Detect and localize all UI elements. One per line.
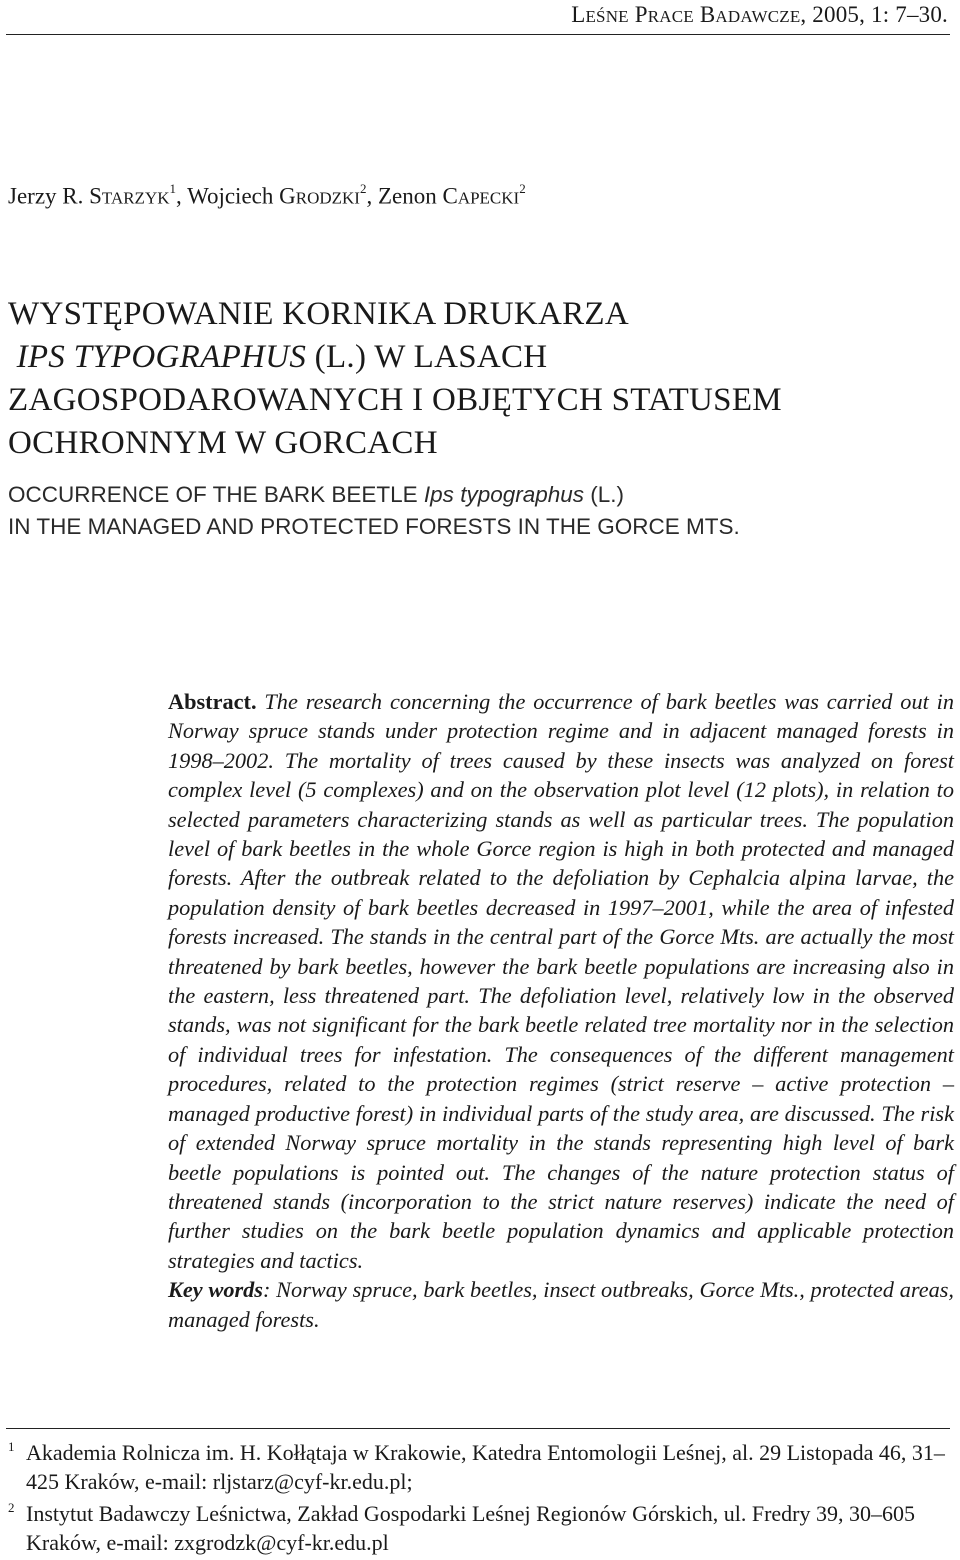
footnote-divider <box>6 1428 950 1429</box>
title-pl-line-2-rest: (L.) W LASACH <box>306 339 548 375</box>
keywords <box>168 1275 954 1334</box>
footnote-1 <box>8 1438 952 1496</box>
abstract-body <box>168 687 954 1275</box>
journal-citation <box>571 2 948 28</box>
species-name: IPS TYPOGRAPHUS <box>16 339 307 375</box>
author-2-affil: 2 <box>359 181 367 196</box>
author-list <box>8 183 526 210</box>
author-3-first: , Zenon <box>366 183 443 209</box>
journal-initial-p: P <box>634 2 648 27</box>
title-en-author: (L.) <box>584 482 625 507</box>
title-pl-line-4: OCHRONNYM W GORCACH <box>8 425 438 461</box>
author-3-initial: C <box>442 183 458 209</box>
title-pl-line-1: WYSTĘPOWANIE KORNIKA DRUKARZA <box>8 296 630 332</box>
title-en-prefix: OCCURRENCE OF THE BARK BEETLE <box>8 482 424 507</box>
footnote-2-marker: 2 <box>8 1500 15 1515</box>
author-1-affil: 1 <box>169 181 176 196</box>
author-1-surname: TARZYK <box>101 188 170 208</box>
author-2-initial: G <box>279 183 296 209</box>
title-en-line-2: IN THE MANAGED AND PROTECTED FORESTS IN THE GORCE MTS. <box>8 514 740 539</box>
journal-initial-b: B <box>699 2 716 27</box>
title-pl-line-3: ZAGOSPODAROWANYCH I OBJĘTYCH STATUSEM <box>8 382 782 418</box>
journal-volume-pages: , 2005, 1: 7–30. <box>800 2 948 27</box>
author-3-surname: APECKI <box>457 188 520 208</box>
abstract <box>168 687 954 1334</box>
author-1-first: Jerzy R. <box>8 183 90 209</box>
abstract-label: Abstract. <box>168 689 257 714</box>
abstract-text: The research concerning the occurrence of bark beetles was carried out in Norway spruce stands under protection regime and in adjacent managed forests in 1998–2002. The mortality of trees caused by these insects was analyzed on forest complex level (5 complexes) and on the observation plot level (12 plots), in relation to selected parameters characterizing stands as well as particular trees. The population level of bark beetles in the whole Gorce region is high in both protected and managed forests. After the outbreak related to the defoliation by Cephalcia alpina larvae, the population density of bark beetles decreased in 1997–2001, while the area of infested forests increased. The stands in the central part of the Gorce Mts. are actually the most threatened by bark beetles, however the bark beetle populations are increasing also in the eastern, less threatened part. The defoliation level, relatively low in the observed stands, was not significant for the bark beetle related tree mortality nor in the selection of individual trees for infestation. The consequences of the different management procedures, related to the protection regimes (strict reserve – active protection – managed productive forest) in individual parts of the study area, are discussed. The risk of extended Norway spruce mortality in the stands representing high level of bark beetle populations is pointed out. The changes of the nature protection status of threatened stands (incorporation to the strict nature reserves) indicate the need of further studies on the bark beetle population dynamics and applicable protection strategies and tactics. <box>168 689 954 1273</box>
keywords-text: : Norway spruce, bark beetles, insect outbreaks, Gorce Mts., protected areas, managed forests. <box>168 1277 954 1332</box>
journal-smallcaps-2: RACE <box>647 7 694 26</box>
author-1-initial: S <box>89 183 102 209</box>
title-en-line-1 <box>8 479 948 511</box>
footnote-1-text: Akademia Rolnicza im. H. Kołłątaja w Krakowie, Katedra Entomologii Leśnej, al. 29 Listopada 46, 31–425 Kraków, e-mail: rljstarz@cyf-kr.edu.pl; <box>26 1440 945 1494</box>
footnote-2 <box>8 1499 952 1557</box>
author-3-affil: 2 <box>519 181 526 196</box>
author-2-surname: RODZKI <box>295 188 360 208</box>
running-header <box>6 0 950 35</box>
journal-smallcaps-3: ADAWCZE <box>715 7 801 26</box>
title-polish <box>8 293 948 465</box>
title-pl-line-2 <box>8 336 948 379</box>
journal-smallcaps-1: EŚNE <box>585 7 629 26</box>
species-name-en: Ips typographus <box>423 482 585 507</box>
journal-initial-l: L <box>571 2 586 27</box>
author-2-first: , Wojciech <box>176 183 280 209</box>
footnote-2-text: Instytut Badawczy Leśnictwa, Zakład Gospodarki Leśnej Regionów Górskich, ul. Fredry 39, 30–605 Kraków, e-mail: zxgrodzk@cyf-kr.edu.pl <box>26 1501 915 1555</box>
title-english <box>8 479 948 543</box>
keywords-label: Key words <box>168 1277 263 1303</box>
footnote-1-marker: 1 <box>8 1439 15 1454</box>
footnotes <box>8 1438 952 1560</box>
